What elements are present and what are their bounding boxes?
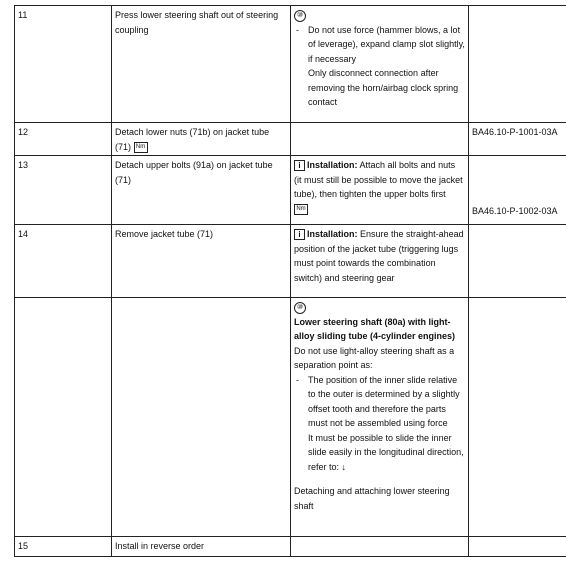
info-icon: i <box>294 160 305 171</box>
step-action-text: Detach lower nuts (71b) on jacket tube (71) <box>115 127 270 152</box>
step-number: 14 <box>15 225 112 298</box>
info-icon: i <box>294 229 305 240</box>
spacer <box>472 158 566 204</box>
step-reference <box>469 156 566 225</box>
note-intro: Do not use light-alloy steering shaft as a separation point as: <box>294 345 455 370</box>
note-text-cont: It must be possible to slide the inner slide easily in the longitudinal direction, refer to: <box>308 432 464 472</box>
torque-icon: Nm <box>134 142 148 153</box>
installation-label: Installation: <box>307 160 358 170</box>
note-text: Attach all bolts and nuts (it must still be possible to move the jacket tube), then tighten the upper bolts first <box>294 160 463 199</box>
caution-icon: ⑩ <box>294 10 306 22</box>
caution-icon: ⑩ <box>294 302 306 314</box>
note-list <box>294 373 465 431</box>
spacer <box>294 474 465 484</box>
note-text: Only disconnect connection after removing the horn/airbag clock spring contact <box>308 68 459 107</box>
step-number: 12 <box>15 123 112 156</box>
step-reference <box>469 225 566 298</box>
step-note <box>291 537 469 557</box>
step-action: Remove jacket tube (71) <box>112 225 291 298</box>
step-action: Install in reverse order <box>112 537 291 557</box>
list-item: - The position of the inner slide relative to the outer is determined by a slightly offset tooth and therefore the parts must not be assembled using force <box>294 373 465 431</box>
note-footer-link[interactable]: Detaching and attaching lower steering shaft <box>294 486 450 511</box>
step-reference <box>469 537 566 557</box>
torque-icon: Nm <box>294 204 308 215</box>
step-reference <box>469 6 566 123</box>
procedure-table <box>14 5 566 557</box>
step-number: 11 <box>15 6 112 123</box>
note-list <box>294 23 465 67</box>
step-note <box>291 123 469 156</box>
installation-label: Installation: <box>307 229 358 239</box>
step-action: Detach upper bolts (91a) on jacket tube (71) <box>112 156 291 225</box>
step-number: 15 <box>15 537 112 557</box>
table-row <box>15 537 566 557</box>
step-note <box>291 6 469 123</box>
arrow-down-icon[interactable]: ↓ <box>341 461 347 472</box>
table-row <box>15 156 566 225</box>
note-heading: Lower steering shaft (80a) with light-alloy sliding tube (4-cylinder engines) <box>294 316 456 341</box>
note-text: Ensure the straight-ahead position of the jacket tube (triggering lugs must point towards the combination switch) and steering gear <box>294 229 464 283</box>
table-row <box>15 225 566 298</box>
step-reference[interactable]: BA46.10-P-1001-03A <box>469 123 566 156</box>
step-note <box>291 298 469 537</box>
step-action <box>112 123 291 156</box>
step-number: 13 <box>15 156 112 225</box>
table-row <box>15 123 566 156</box>
list-item: - Do not use force (hammer blows, a lot of leverage), expand clamp slot slightly, if necessary <box>294 23 465 67</box>
step-number <box>15 298 112 537</box>
table-row <box>15 298 566 537</box>
step-action: Press lower steering shaft out of steering coupling <box>112 6 291 123</box>
step-reference <box>469 298 566 537</box>
step-note <box>291 156 469 225</box>
table-row <box>15 6 566 123</box>
step-note <box>291 225 469 298</box>
reference-link[interactable]: BA46.10-P-1002-03A <box>472 206 558 216</box>
step-action <box>112 298 291 537</box>
note-text <box>294 431 465 475</box>
